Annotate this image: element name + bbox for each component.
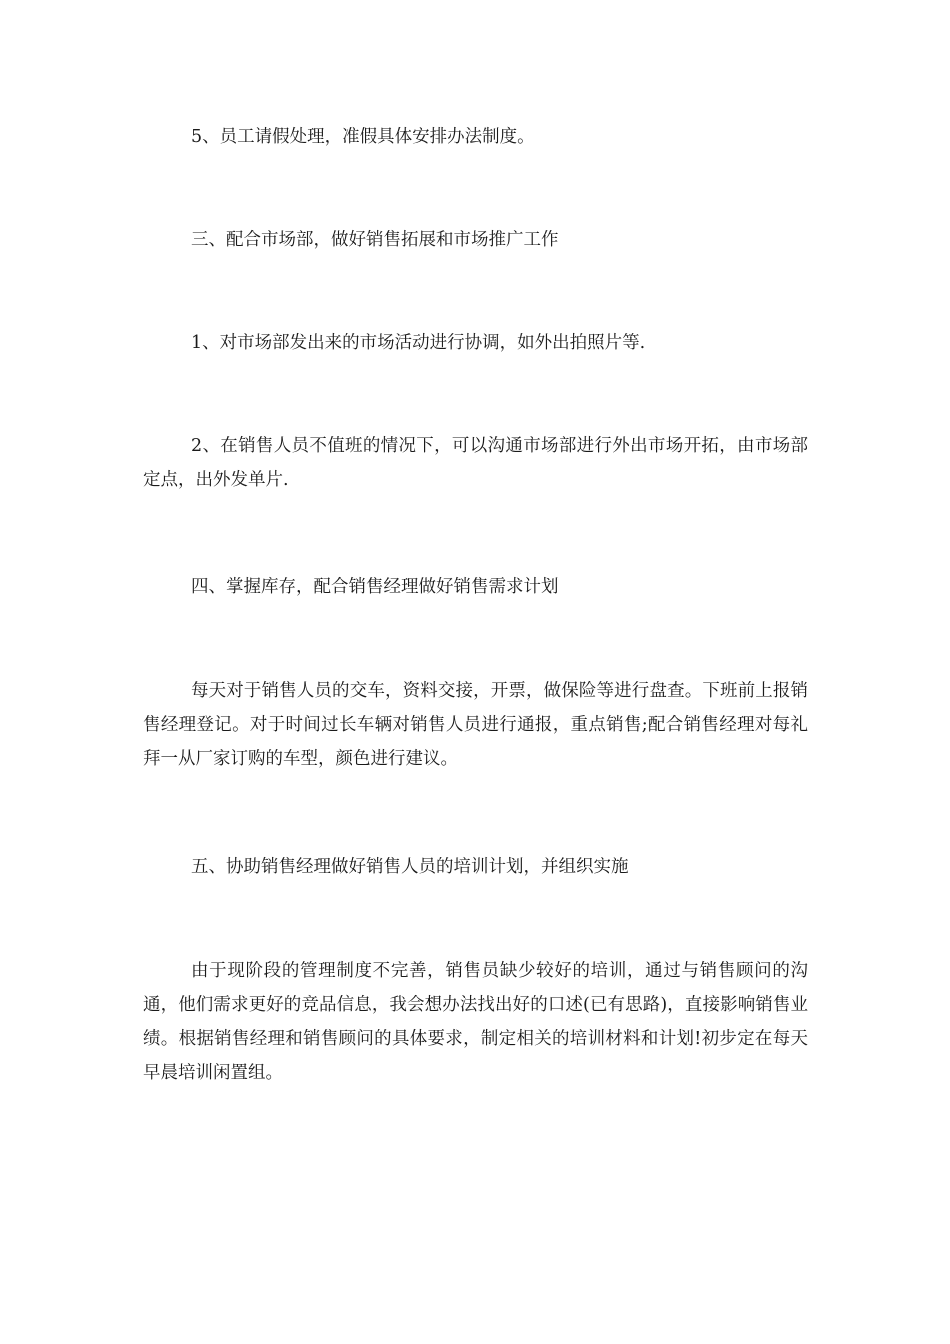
section-heading-market-cooperation: 三、配合市场部，做好销售拓展和市场推广工作 bbox=[191, 230, 559, 250]
list-item-market-expansion: 2、在销售人员不值班的情况下，可以沟通市场部进行外出市场开拓，由市场部定点，出外发单片. bbox=[143, 436, 808, 490]
list-item-market-activities: 1、对市场部发出来的市场活动进行协调，如外出拍照片等. bbox=[191, 333, 646, 353]
list-item-leave-handling: 5、员工请假处理，准假具体安排办法制度。 bbox=[191, 127, 535, 147]
section-heading-inventory: 四、掌握库存，配合销售经理做好销售需求计划 bbox=[191, 577, 559, 597]
body-paragraph-daily-check: 每天对于销售人员的交车，资料交接，开票，做保险等进行盘查。下班前上报销售经理登记。对于时间过长车辆对销售人员进行通报，重点销售;配合销售经理对每礼拜一从厂家订购的车型，颜色进行建议。 bbox=[143, 681, 808, 769]
body-paragraph-training-details: 由于现阶段的管理制度不完善，销售员缺少较好的培训，通过与销售顾问的沟通，他们需求更好的竞品信息，我会想办法找出好的口述(已有思路)，直接影响销售业绩。根据销售经理和销售顾问的具体要求，制定相关的培训材料和计划!初步定在每天早晨培训闲置组。 bbox=[143, 961, 808, 1083]
section-heading-training-plan: 五、协助销售经理做好销售人员的培训计划，并组织实施 bbox=[191, 857, 629, 877]
